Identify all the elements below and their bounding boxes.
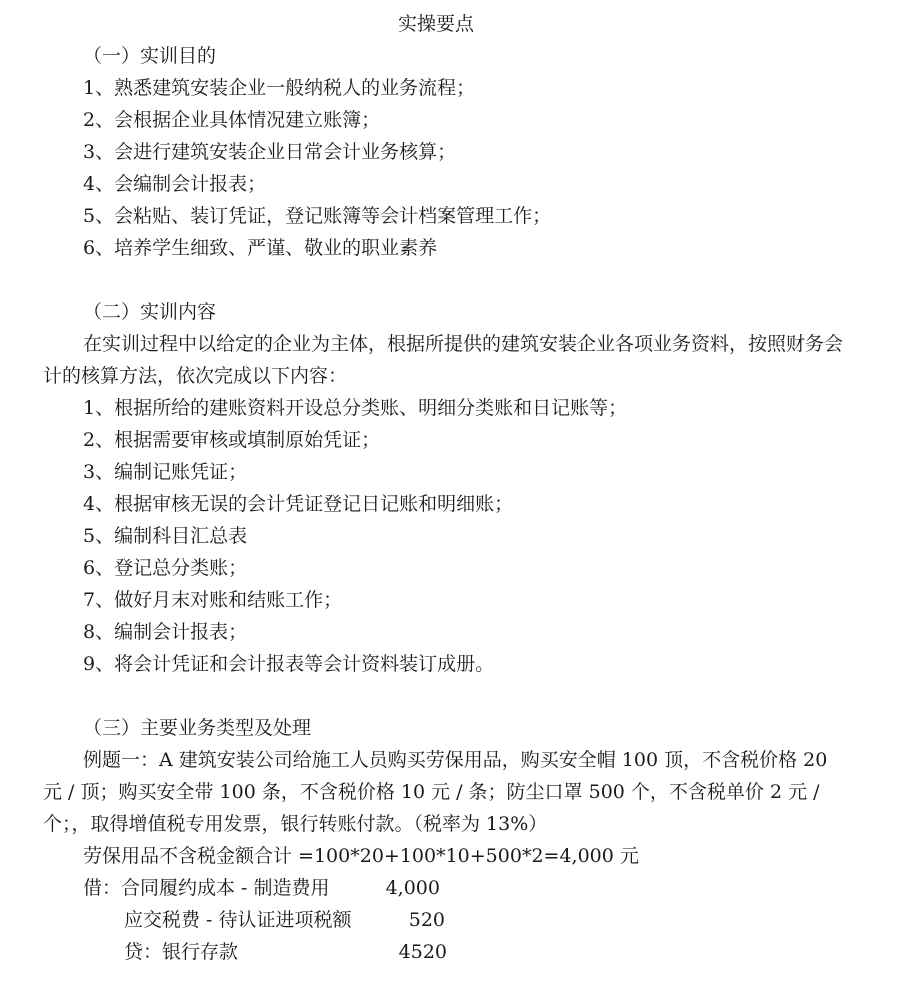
section1-item-2: 2、会根据企业具体情况建立账簿； [83,109,381,131]
section2-item-9: 9、将会计凭证和会计报表等会计资料装订成册。 [83,653,495,675]
section3-heading: （三）主要业务类型及处理 [83,717,312,739]
section2-item-4: 4、根据审核无误的会计凭证登记日记账和明细账； [83,493,514,515]
journal-credit-label: 贷：银行存款 [124,941,239,963]
section2-item-3: 3、编制记账凭证； [83,461,248,483]
section1-item-5: 5、会粘贴、装订凭证，登记账簿等会计档案管理工作； [83,205,552,227]
page-title: 实操要点 [397,13,474,35]
section1-heading: （一）实训目的 [83,45,217,67]
section2-item-2: 2、根据需要审核或填制原始凭证； [83,429,381,451]
section2-item-6: 6、登记总分类账； [83,557,248,579]
example-one-text: 例题一：A 建筑安装公司给施工人员购买劳保用品，购买安全帽 100 顶，不含税价格 20 元 / 顶；购买安全带 100 条，不含税价格 10 元 / 条；防尘口罩 500 个，不含税单价 2 元 / 个；，取得增值税专用发票，银行转账付款。（税率为 13%） [43,749,828,835]
journal-debit-2-label: 应交税费 - 待认证进项税额 [124,909,352,931]
journal-credit-amount: 4520 [398,941,447,963]
section2-item-1: 1、根据所给的建账资料开设总分类账、明细分类账和日记账等； [83,397,628,419]
section1-item-3: 3、会进行建筑安装企业日常会计业务核算； [83,141,457,163]
section1-item-1: 1、熟悉建筑安装企业一般纳税人的业务流程； [83,77,476,99]
section2-item-5: 5、编制科目汇总表 [83,525,248,547]
section2-item-7: 7、做好月末对账和结账工作； [83,589,343,611]
section1-item-4: 4、会编制会计报表； [83,173,267,195]
section2-intro: 在实训过程中以给定的企业为主体，根据所提供的建筑安装企业各项业务资料，按照财务会计的核算方法，依次完成以下内容： [43,333,844,387]
section2-item-8: 8、编制会计报表； [83,621,248,643]
journal-debit-1-amount: 4,000 [385,877,440,899]
calculation-line: 劳保用品不含税金额合计 =100*20+100*10+500*2=4,000 元 [83,845,639,867]
section2-heading: （二）实训内容 [83,301,217,323]
journal-debit-2-amount: 520 [408,909,445,931]
journal-debit-1-label: 借：合同履约成本 - 制造费用 [83,877,330,899]
section1-item-6: 6、培养学生细致、严谨、敬业的职业素养 [83,237,438,259]
